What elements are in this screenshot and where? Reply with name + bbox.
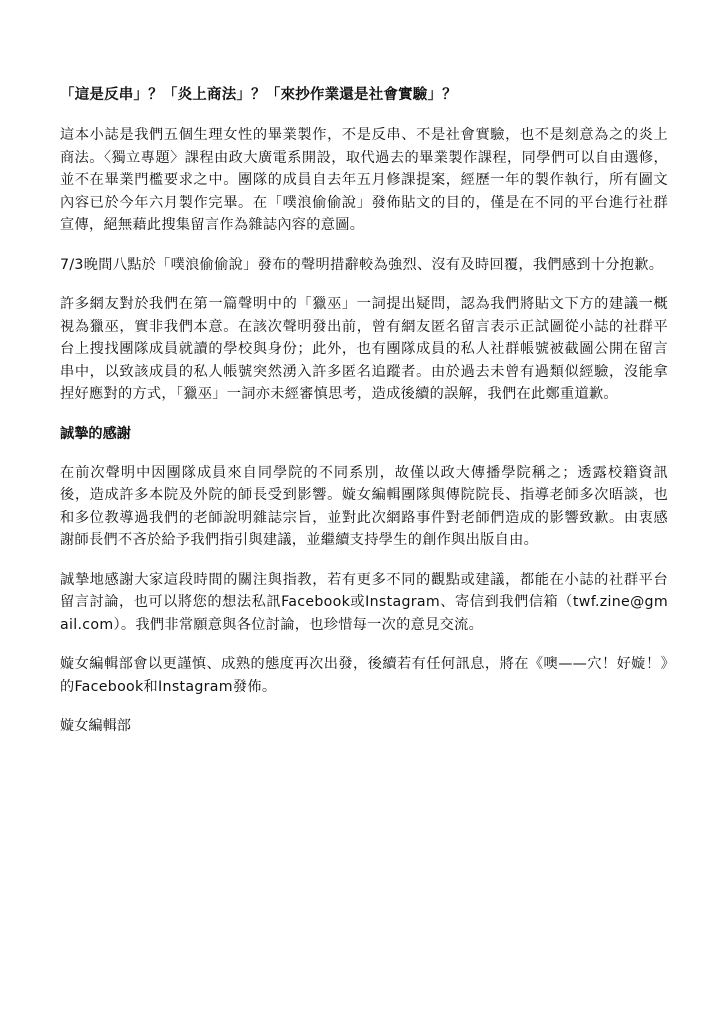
paragraph-thanks-teachers: 在前次聲明中因團隊成員來自同學院的不同系別，故僅以政大傳播學院稱之；透露校籍資訊後，造成許多本院及外院的師長受到影響。嫙女編輯團隊與傳院院長、指導老師多次晤談，也和多位教導過我們的老師說明雜誌宗旨，並對此次網路事件對老師們造成的影響致歉。由衷感謝師長們不吝於給予我們指引與建議，並繼續支持學生的創作與出版自由。: [60, 464, 668, 548]
paragraph-intro-1: 這本小誌是我們五個生理女性的畢業製作，不是反串、不是社會實驗，也不是刻意為之的炎上商法。〈獨立專題〉課程由政大廣電系開設，取代過去的畢業製作課程，同學們可以自由選修，並不在畢業門檻要求之中。團隊的成員自去年五月修課提案，經歷一年的製作執行，所有圖文內容已於今年六月製作完畢。在「噗浪偷偷說」發佈貼文的目的，僅是在不同的平台進行社群宣傳，絕無藉此搜集留言作為雜誌內容的意圖。: [60, 127, 668, 233]
paragraph-apology: 7/3晚間八點於「噗浪偷偷說」發布的聲明措辭較為強烈、沒有及時回覆，我們感到十分抱歉。: [60, 256, 664, 273]
document-page: [60, 84, 668, 737]
document-heading: 「這是反串」？「炎上商法」？「來抄作業還是社會實驗」？: [60, 87, 457, 103]
signature: 嫙女編輯部: [60, 718, 131, 734]
paragraph-thanks-public: 誠摯地感謝大家這段時間的關注與指教，若有更多不同的觀點或建議，都能在小誌的社群平台留言討論，也可以將您的想法私訊Facebook或Instagram、寄信到我們信箱（twf.zine@gmail.com）。我們非常願意與各位討論，也珍惜每一次的意見交流。: [60, 571, 668, 633]
section-title-thanks: 誠摯的感謝: [60, 425, 131, 442]
paragraph-witch-hunt: 許多網友對於我們在第一篇聲明中的「獵巫」一詞提出疑問，認為我們將貼文下方的建議一概視為獵巫，實非我們本意。在該次聲明發出前，曾有網友匿名留言表示正試圖從小誌的社群平台上搜找團隊成員就讀的學校與身份；此外，也有團隊成員的私人社群帳號被截圖公開在留言串中，以致該成員的私人帳號突然湧入許多匿名追蹤者。由於過去未曾有過類似經驗，沒能拿捏好應對的方式，「獵巫」一詞亦未經審慎思考，造成後續的誤解，我們在此鄭重道歉。: [60, 296, 668, 402]
paragraph-closing: 嫙女編輯部會以更謹慎、成熟的態度再次出發，後續若有任何訊息，將在《噢——穴！好嫙！》的Facebook和Instagram發佈。: [60, 656, 668, 695]
